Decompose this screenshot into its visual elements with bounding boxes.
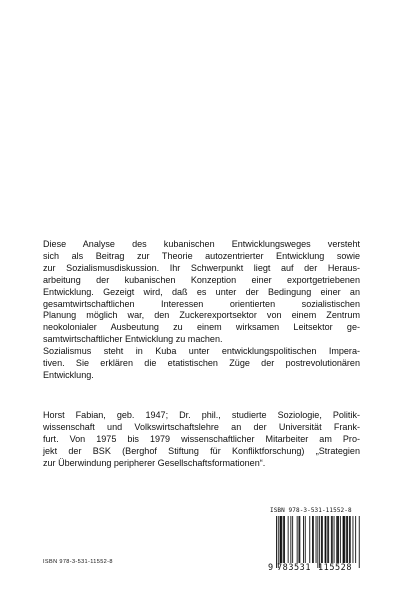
barcode-bar [349, 516, 350, 563]
barcode-isbn-label: ISBN 978-3-531-11552-8 [270, 507, 352, 514]
author-bio-line: furt. Von 1975 bis 1979 wissenschaftlicher Mitarbeiter am Pro- [43, 433, 360, 444]
barcode-bar [338, 516, 339, 563]
barcode-bar [299, 516, 300, 563]
barcode-digit-prefix: 9 [268, 563, 274, 573]
barcode-bar [313, 516, 314, 563]
barcode-bar [343, 516, 344, 563]
barcode-bar [359, 516, 360, 568]
barcode-bar [350, 516, 351, 563]
barcode-bar [321, 516, 322, 563]
barcode-bar [340, 516, 341, 563]
barcode-bar [336, 516, 337, 563]
barcode-digits-right: 115528 [318, 563, 353, 573]
abstract-line: gesamtwirtschaftlichen Interessen orientierten sozialistischen [43, 298, 360, 309]
barcode-bar [297, 516, 298, 563]
abstract-line: Entwicklung. Gezeigt wird, daß es unter der Bedingung einer an [43, 286, 360, 297]
barcode-bar [334, 516, 335, 563]
barcode-block [268, 507, 360, 575]
barcode-bar [312, 516, 313, 563]
abstract-line: Diese Analyse des kubanischen Entwicklungsweges versteht [43, 239, 360, 249]
barcode-bar [280, 516, 281, 563]
barcode-bar [278, 516, 279, 568]
author-bio-line: jekt der BSK (Berghof Stiftung für Konfliktforschung) „Strategien [43, 445, 360, 456]
abstract-line: Sozialismus steht in Kuba unter entwicklungspolitischen Impera- [43, 346, 360, 357]
barcode-bar [290, 516, 291, 563]
barcode-bar [327, 516, 328, 563]
barcode-bar [326, 516, 327, 563]
barcode-bar [292, 516, 293, 563]
barcode-bar [303, 516, 304, 563]
barcode-bar [344, 516, 345, 563]
barcode-bar [319, 516, 320, 568]
barcode-bar [347, 516, 348, 563]
barcode-bar [344, 516, 345, 563]
barcode-bar [276, 516, 277, 568]
barcode-bar [299, 516, 300, 563]
barcode-bar [332, 516, 333, 563]
abstract-line: arbeitung der kubanischen Konzeption einer exportgetriebenen [43, 274, 360, 285]
author-bio-line: zur Überwindung peripherer Gesellschaftsformationen“. [43, 457, 266, 468]
author-bio-line: Horst Fabian, geb. 1947; Dr. phil., studierte Soziologie, Politik- [43, 410, 360, 420]
barcode-bar [305, 516, 306, 563]
abstract-line: neokolonialer Ausbeutung zu einem wirksamen Leitsektor ge- [43, 322, 360, 333]
barcode-digits-left: 783531 [277, 563, 312, 573]
barcode-bar [309, 516, 310, 563]
barcode-bar [317, 516, 318, 568]
abstract-line: tiven. Sie erklären die etatistischen Züge der postrevolutionären [43, 358, 360, 369]
barcode-bar [355, 516, 356, 563]
abstract-line: Planung möglich war, den Zuckerexportsektor von einem Zentrum [43, 310, 360, 321]
abstract-line: Entwicklung. [43, 369, 94, 380]
barcode-bar [322, 516, 323, 563]
barcode-bar [288, 516, 289, 563]
barcode-bar [346, 516, 347, 563]
barcode-bar [325, 516, 326, 563]
barcode-bar [284, 516, 285, 563]
barcode-bar [331, 516, 332, 563]
barcode-bar [353, 516, 354, 563]
barcode-bar [281, 516, 282, 563]
author-bio [43, 410, 360, 470]
barcode-bar [283, 516, 284, 563]
abstract-line: sich als Beitrag zur Theorie autozentrierter Entwicklung sowie [43, 250, 360, 261]
abstract-line: zur Sozialismusdiskussion. Ihr Schwerpunkt liegt auf der Heraus- [43, 262, 360, 273]
abstract-text [43, 239, 360, 382]
isbn-small-text: ISBN 978-3-531-11552-8 [43, 559, 113, 565]
ean-barcode [268, 516, 360, 568]
barcode-bar [316, 516, 317, 563]
barcode-bar [281, 516, 282, 563]
author-bio-line: wissenschaft und Volkswirtschaftslehre an der Universität Frank- [43, 421, 360, 432]
abstract-line: samtwirtschaftlicher Entwicklung zu machen. [43, 334, 223, 345]
barcode-bar [337, 516, 338, 563]
barcode-bar [328, 516, 329, 563]
